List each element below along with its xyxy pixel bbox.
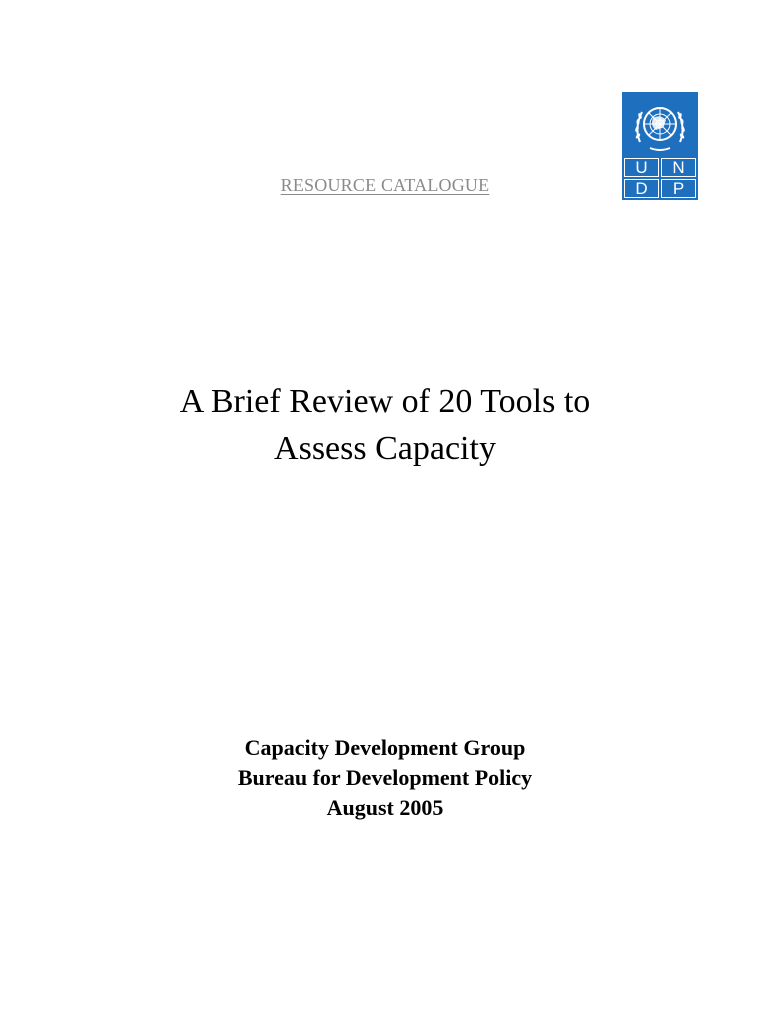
logo-letter-p: P: [661, 179, 696, 198]
resource-catalogue-label: RESOURCE CATALOGUE: [280, 175, 490, 195]
logo-letter-n: N: [661, 158, 696, 177]
publication-date: August 2005: [326, 795, 444, 820]
publisher-bureau: Bureau for Development Policy: [237, 765, 533, 790]
logo-letter-u: U: [624, 158, 659, 177]
publisher-block: [0, 733, 770, 823]
logo-letter-d: D: [624, 179, 659, 198]
title-line-2: Assess Capacity: [274, 430, 496, 467]
undp-letters: [624, 158, 696, 198]
un-emblem-icon: [626, 96, 694, 156]
title-line-1: A Brief Review of 20 Tools to: [179, 383, 591, 420]
document-title: [0, 378, 770, 472]
undp-logo: [622, 92, 698, 200]
publisher-group: Capacity Development Group: [244, 735, 526, 760]
